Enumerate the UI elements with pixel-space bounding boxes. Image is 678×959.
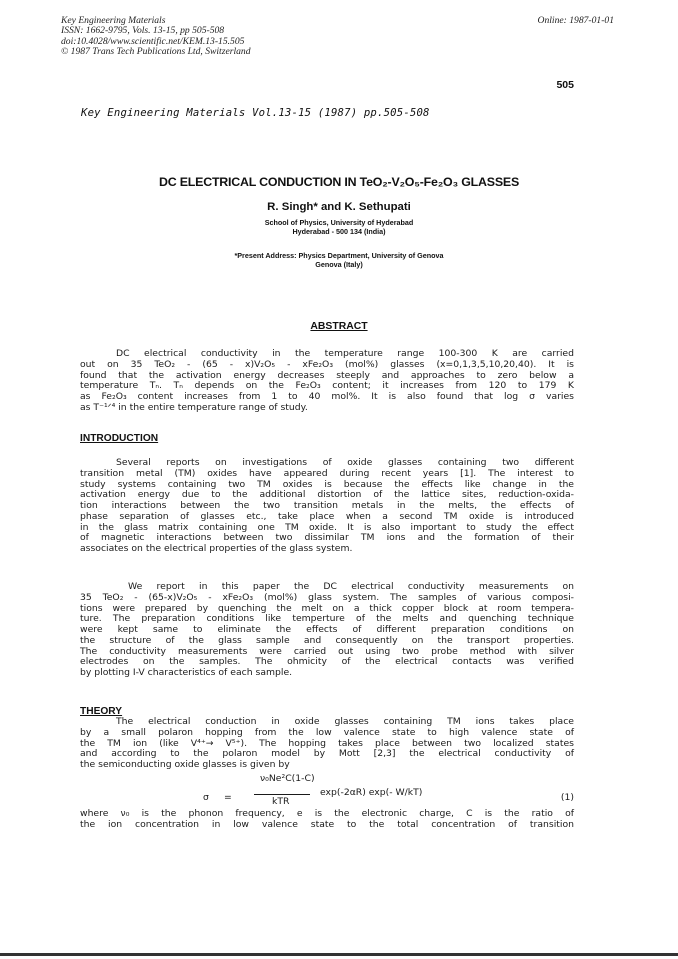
- abstract-body: [80, 349, 574, 414]
- introduction-paragraph-2: [80, 582, 574, 679]
- introduction-heading: INTRODUCTION: [80, 433, 159, 444]
- text-line: We report in this paper the DC electrical conductivity measurements on: [128, 581, 574, 592]
- text-line: the ion concentration in low valence state to the total concentration of transition: [80, 818, 574, 830]
- page-number: 505: [556, 79, 574, 91]
- text-line: The conductivity measurements were carried out using two probe method with silver: [80, 645, 574, 657]
- affiliation-line: School of Physics, University of Hyderabad: [264, 218, 414, 227]
- text-line: tions were prepared by quenching the melt on a thick copper block at room tempera-: [80, 602, 574, 614]
- journal-citation: Key Engineering Materials Vol.13-15 (1987) pp.505-508: [81, 107, 430, 119]
- paper-title: DC ELECTRICAL CONDUCTION IN TeO₂-V₂O₅-Fe₂O₃ GLASSES: [158, 175, 520, 189]
- text-line: by a small polaron hopping from the low valence state to high valence state of: [80, 726, 574, 738]
- theory-paragraph: [80, 717, 574, 771]
- equation-number: (1): [560, 792, 574, 803]
- text-line: associates on the electrical properties of the glass system.: [80, 543, 353, 554]
- text-line: and according to the polaron model by Mott [2,3] the electrical conductivity of: [80, 748, 574, 760]
- equation-denominator: kTR: [272, 796, 290, 807]
- text-line: transition metal (TM) oxides have appeared during recent years [1]. The interest to: [80, 467, 574, 479]
- text-line: activation energy due to the additional distortion of the lattice sites, reduction-oxida-: [80, 489, 574, 501]
- text-line: study systems containing two TM oxides is because the effects like change in the: [80, 478, 574, 490]
- header-line: Key Engineering Materials: [61, 15, 166, 26]
- text-line: the semiconducting oxide glasses is given by: [80, 759, 290, 770]
- present-address: [0, 251, 678, 269]
- equation-1: [80, 770, 574, 812]
- where-paragraph: [80, 809, 574, 831]
- equation-numerator: ν₀Ne²C(1-C): [260, 773, 315, 784]
- header-line: © 1987 Trans Tech Publications Ltd, Switzerland: [61, 46, 251, 58]
- text-line: temperature Tₙ. Tₙ depends on the Fe₂O₃ content; it increases from 120 to 179 K: [80, 380, 574, 392]
- text-line: electrodes on the samples. The ohmicity of the electrical contacts was verified: [80, 656, 574, 668]
- text-line: were kept same to eliminate the effects of different preparation conditions on: [80, 624, 574, 635]
- running-header-left: [61, 16, 251, 58]
- text-line: phase separation of glasses etc., take place when a second TM oxide is introduced: [80, 510, 574, 522]
- text-line: Several reports on investigations of oxide glasses containing two different: [116, 457, 574, 468]
- text-line: ture. The preparation conditions like temperture of the melts and quenching technique: [80, 613, 574, 625]
- text-line: DC electrical conductivity in the temperature range 100-300 K are carried: [116, 348, 574, 359]
- text-line: tion interactions between the two transition metals in the melts, the effects of: [80, 500, 574, 511]
- text-line: in the glass matrix containing one TM oxide. It is also important to study the effect: [80, 521, 574, 533]
- text-line: as T⁻¹ᐟ⁴ in the entire temperature range of study.: [80, 401, 308, 413]
- theory-heading: THEORY: [80, 706, 123, 717]
- affiliation: [0, 218, 678, 236]
- text-line: the structure of the glass sample and consequently on the transport properties.: [80, 634, 574, 646]
- text-line: The electrical conduction in oxide glasses containing TM ions takes place: [116, 716, 574, 727]
- equation-lhs: σ: [203, 792, 209, 803]
- present-address-line: *Present Address: Physics Department, University of Genova: [234, 251, 444, 260]
- text-line: where ν₀ is the phonon frequency, e is the electronic charge, C is the ratio of: [80, 808, 574, 819]
- text-line: the TM ion (like V⁴⁺→ V⁵⁺). The hopping takes place between two localized states: [80, 737, 574, 749]
- introduction-paragraph-1: [80, 458, 574, 555]
- fraction-bar: [254, 794, 310, 795]
- text-line: out on 35 TeO₂ - (65 - x)V₂O₅ - xFe₂O₃ (mol%) glasses (x=0,1,3,5,10,20,40). It is: [80, 358, 574, 370]
- text-line: as Fe₂O₃ content increases from 1 to 40 mol%. It is also found that log σ varies: [80, 391, 574, 402]
- text-line: 35 TeO₂ - (65-x)V₂O₅ - xFe₂O₃ (mol%) glass system. The samples of various composi-: [80, 591, 574, 603]
- header-line: doi:10.4028/www.scientific.net/KEM.13-15.505: [61, 35, 245, 47]
- equation-equals: =: [224, 792, 232, 803]
- online-date: Online: 1987-01-01: [537, 15, 614, 26]
- footer-rule: [0, 953, 678, 956]
- abstract-heading: ABSTRACT: [310, 321, 368, 332]
- affiliation-line: Hyderabad - 500 134 (India): [292, 227, 386, 236]
- text-line: by plotting I-V characteristics of each sample.: [80, 667, 293, 678]
- authors: R. Singh* and K. Sethupati: [267, 201, 411, 213]
- header-line: ISSN: 1662-9795, Vols. 13-15, pp 505-508: [61, 25, 225, 37]
- present-address-line: Genova (Italy): [315, 260, 363, 269]
- text-line: of magnetic interactions between two dissimilar TM ions and the formation of their: [80, 532, 574, 544]
- equation-exponentials: exp(-2αR) exp(- W/kT): [320, 787, 423, 798]
- text-line: found that the activation energy decreases steeply and approaches to zero below a: [80, 369, 574, 381]
